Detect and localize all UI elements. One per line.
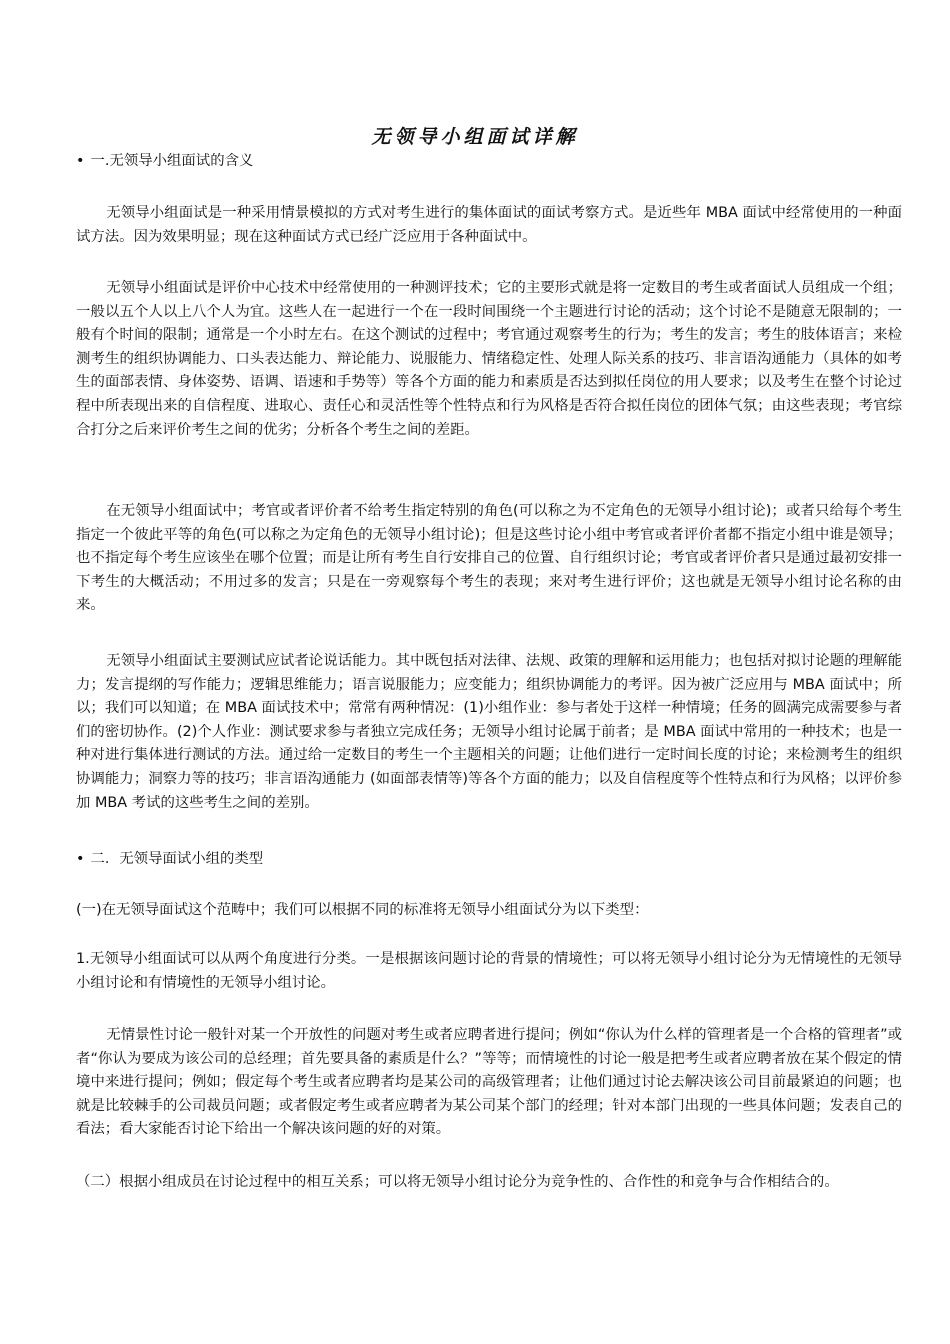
bullet-icon: • bbox=[76, 851, 85, 867]
paragraph-classification: 1.无领导小组面试可以从两个角度进行分类。一是根据该问题讨论的背景的情境性；可以将无领导小组讨论分为无情境性的无领导小组讨论和有情境性的无领导小组讨论。 bbox=[76, 951, 902, 991]
bullet-icon: • bbox=[76, 153, 85, 169]
section-heading-1 bbox=[76, 150, 253, 174]
paragraph-types-intro: (一)在无领导面试这个范畴中；我们可以根据不同的标准将无领导小组面试分为以下类型： bbox=[76, 902, 649, 918]
paragraph-situational: 无情景性讨论一般针对某一个开放性的问题对考生或者应聘者进行提问；例如“你认为什么样的管理者是一个合格的管理者”或者“你认为要成为该公司的总经理；首先要具备的素质是什么？”等等；而情境性的讨论一般是把考生或者应聘者放在某个假定的情境中来进行提问；例如；假定每个考生或者应聘者均是某公司的高级管理者；让他们通过讨论去解决该公司目前最紧迫的问题；也就是比较棘手的公司裁员问题；或者假定考生或者应聘者为某公司某个部门的经理；针对本部门出现的一些具体问题；发表自己的看法；看大家能否讨论下给出一个解决该问题的好的对策。 bbox=[76, 1027, 902, 1138]
section-heading-2 bbox=[76, 848, 263, 872]
paragraph-relationships: （二）根据小组成员在讨论过程中的相互关系；可以将无领导小组讨论分为竞争性的、合作性的和竞争与合作相结合的。 bbox=[76, 1174, 839, 1190]
paragraph-definition: 无领导小组面试是一种采用情景模拟的方式对考生进行的集体面试的面试考察方式。是近些年 MBA 面试中经常使用的一种面试方法。因为效果明显；现在这种面试方式已经广泛应用于各种面试中。 bbox=[76, 205, 902, 245]
document-title: 无领导小组面试详解 bbox=[371, 126, 579, 148]
paragraph-roles: 在无领导小组面试中；考官或者评价者不给考生指定特别的角色(可以称之为不定角色的无领导小组讨论)；或者只给每个考生指定一个彼此平等的角色(可以称之为定角色的无领导小组讨论)；但是这些讨论小组中考官或者评价者都不指定小组中谁是领导；也不指定每个考生应该坐在哪个位置；而是让所有考生自行安排自己的位置、自行组织讨论；考官或者评价者只是通过最初安排一下考生的大概活动；不用过多的发言；只是在一旁观察每个考生的表现；来对考生进行评价；这也就是无领导小组讨论名称的由来。 bbox=[76, 503, 902, 614]
paragraph-technique: 无领导小组面试是评价中心技术中经常使用的一种测评技术；它的主要形式就是将一定数目的考生或者面试人员组成一个组；一般以五个人以上八个人为宜。这些人在一起进行一个在一段时间围绕一个主题进行讨论的活动；这个讨论不是随意无限制的；一般有个时间的限制；通常是一个小时左右。在这个测试的过程中；考官通过观察考生的行为；考生的发言；考生的肢体语言；来检测考生的组织协调能力、口头表达能力、辩论能力、说服能力、情绪稳定性、处理人际关系的技巧、非言语沟通能力（具体的如考生的面部表情、身体姿势、语调、语速和手势等）等各个方面的能力和素质是否达到拟任岗位的用人要求；以及考生在整个讨论过程中所表现出来的自信程度、进取心、责任心和灵活性等个性特点和行为风格是否符合拟任岗位的团体气氛；由这些表现；考官综合打分之后来评价考生之间的优劣；分析各个考生之间的差距。 bbox=[76, 280, 902, 438]
section-heading-1-text: 一.无领导小组面试的含义 bbox=[90, 153, 254, 169]
section-heading-2-text: 二．无领导面试小组的类型 bbox=[90, 851, 264, 867]
paragraph-abilities: 无领导小组面试主要测试应试者论说话能力。其中既包括对法律、法规、政策的理解和运用能力；也包括对拟讨论题的理解能力；发言提纲的写作能力；逻辑思维能力；语言说服能力；应变能力；组织协调能力的考评。因为被广泛应用与 MBA 面试中；所以；我们可以知道；在 MBA 面试技术中；常常有两种情况：(1)小组作业：参与者处于这样一种情境；任务的圆满完成需要参与者们的密切协作。(2)个人作业：测试要求参与者独立完成任务；无领导小组讨论属于前者；是 MBA 面试中常用的一种技术；也是一种对进行集体进行测试的方法。通过给一定数目的考生一个主题相关的问题；让他们进行一定时间长度的讨论；来检测考生的组织协调能力；洞察力等的技巧；非言语沟通能力 (如面部表情等)等各个方面的能力；以及自信程度等个性特点和行为风格；以评价参加 MBA 考试的这些考生之间的差别。 bbox=[76, 653, 902, 811]
